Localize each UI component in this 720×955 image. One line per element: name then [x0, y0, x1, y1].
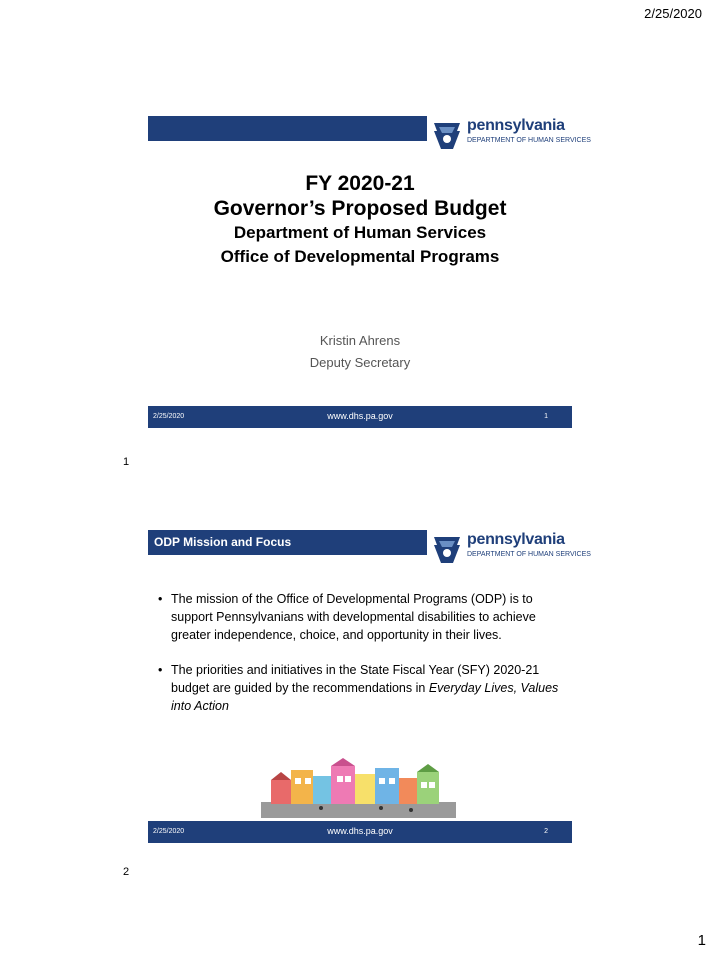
header-bar	[148, 116, 427, 141]
presenter-title: Deputy Secretary	[309, 355, 411, 370]
keystone-icon	[431, 533, 463, 565]
title-line-3: Department of Human Services	[233, 223, 487, 242]
slide-footer	[148, 406, 572, 428]
slide-title	[148, 172, 572, 269]
footer-url: www.dhs.pa.gov	[327, 411, 393, 421]
header-bar	[148, 530, 427, 555]
logo-subtitle: DEPARTMENT OF HUMAN SERVICES	[467, 137, 591, 144]
slide-2	[148, 530, 591, 843]
page-number: 1	[697, 932, 706, 949]
bullet-item	[154, 590, 564, 644]
footer-slide-number: 1	[544, 413, 548, 420]
slide-label-2: 2	[123, 866, 130, 878]
title-line-1: FY 2020-21	[305, 172, 415, 195]
logo-subtitle: DEPARTMENT OF HUMAN SERVICES	[467, 551, 591, 558]
slide-label-1: 1	[123, 456, 130, 468]
bullet-italic-title: Everyday Lives, Values into Action	[171, 681, 559, 713]
footer-date: 2/25/2020	[153, 828, 185, 835]
bullet-text: The mission of the Office of Developmental Programs (ODP) is to support Pennsylvanians with developmental disabilities to achieve greater independence, choice, and opportunity in their lives.	[171, 592, 536, 642]
keystone-icon	[431, 119, 463, 151]
pa-dhs-logo	[431, 116, 591, 150]
presenter	[148, 330, 572, 374]
footer-slide-number: 2	[544, 828, 548, 835]
title-line-2: Governor’s Proposed Budget	[213, 197, 507, 220]
bullet-list	[154, 590, 564, 732]
slide-footer	[148, 821, 572, 843]
title-line-4: Office of Developmental Programs	[220, 247, 500, 266]
slide-heading: ODP Mission and Focus	[154, 535, 292, 549]
page-date: 2/25/2020	[644, 6, 702, 21]
logo-wordmark: pennsylvania	[467, 531, 565, 548]
slide-1	[148, 116, 591, 428]
bullet-item	[154, 661, 564, 715]
pa-dhs-logo	[431, 530, 591, 564]
footer-url: www.dhs.pa.gov	[327, 826, 393, 836]
town-illustration	[261, 758, 456, 818]
footer-date: 2/25/2020	[153, 413, 185, 420]
logo-wordmark: pennsylvania	[467, 117, 565, 134]
bullet-text: The priorities and initiatives in the State Fiscal Year (SFY) 2020-21 budget are guided by the recommendations in	[171, 663, 540, 695]
presenter-name: Kristin Ahrens	[319, 333, 401, 348]
